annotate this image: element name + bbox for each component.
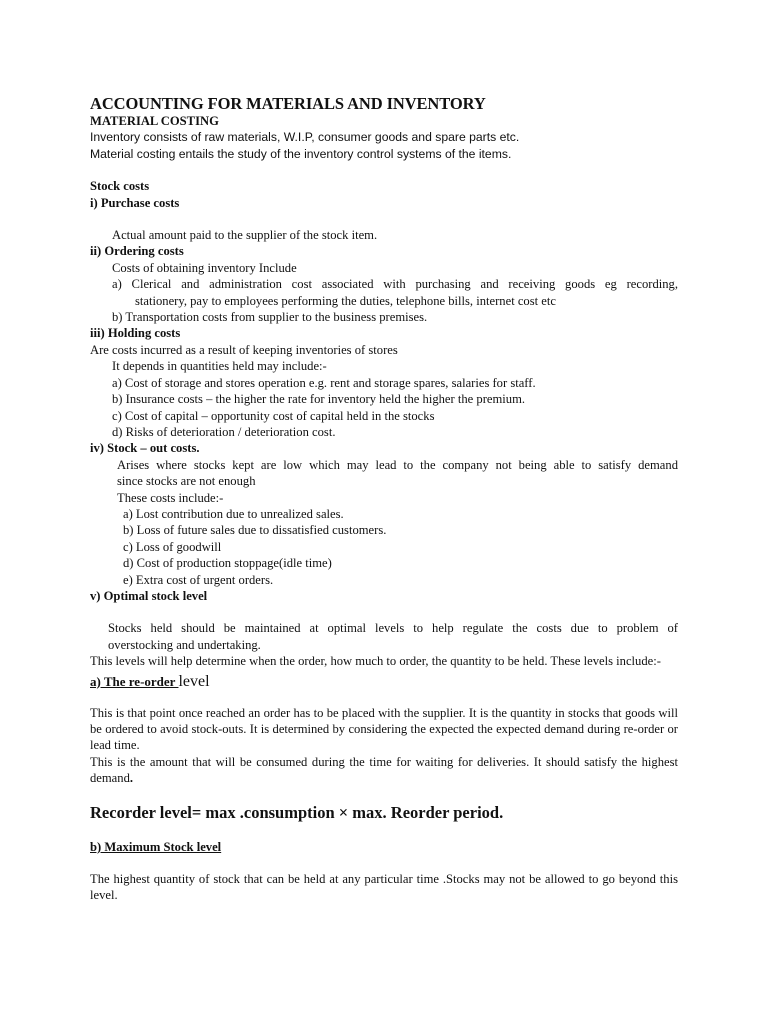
reorder-para2-end: . [129, 771, 134, 786]
stockout-line-1: Arises where stocks kept are low which may lead to the company not being able to satisfy demand [117, 457, 678, 472]
optimal-para2: This levels will help determine when the order, how much to order, the quantity to be held. These levels include:- [90, 654, 661, 669]
document-page [90, 94, 678, 904]
heading-optimal-stock-level: v) Optimal stock level [90, 588, 208, 603]
holding-item: c) Cost of capital – opportunity cost of capital held in the stocks [112, 408, 435, 423]
holding-item: b) Insurance costs – the higher the rate for inventory held the higher the premium. [112, 392, 526, 407]
reorder-heading-level: level [178, 672, 210, 690]
stockout-item: d) Cost of production stoppage(idle time) [123, 556, 332, 571]
stockout-sub: These costs include:- [117, 490, 224, 505]
reorder-formula: Recorder level= max .consumption × max. Reorder period. [90, 802, 504, 822]
heading-ordering-costs: ii) Ordering costs [90, 244, 184, 259]
heading-stockout-costs: iv) Stock – out costs. [90, 441, 200, 456]
heading-purchase-costs: i) Purchase costs [90, 195, 180, 210]
optimal-para1-line1: Stocks held should be maintained at optimal levels to help regulate the costs due to problem of [108, 621, 678, 636]
optimal-para1-line2: overstocking and undertaking. [108, 637, 261, 652]
heading-holding-costs: iii) Holding costs [90, 326, 181, 341]
reorder-para2 [90, 754, 678, 787]
stockout-item: b) Loss of future sales due to dissatisfied customers. [123, 523, 387, 538]
stockout-item: c) Loss of goodwill [123, 539, 222, 554]
ordering-item-b: b) Transportation costs from supplier to the business premises. [112, 310, 428, 325]
purchase-costs-text: Actual amount paid to the supplier of the stock item. [112, 228, 378, 243]
ordering-item-a-line2: stationery, pay to employees performing the duties, telephone bills, internet cost etc [135, 293, 556, 308]
holding-item: d) Risks of deterioration / deterioration cost. [112, 424, 336, 439]
stockout-item: e) Extra cost of urgent orders. [123, 572, 274, 587]
heading-maximum-stock-level: b) Maximum Stock level [90, 839, 222, 854]
reorder-para1: This is that point once reached an order has to be placed with the supplier. It is the quantity in stocks that goods will be ordered to avoid stock-outs. It is determined by considering the expected the expected demand during re-order or lead time. [90, 705, 678, 753]
maximum-para: The highest quantity of stock that can be held at any particular time .Stocks may not be allowed to go beyond this level. [90, 872, 678, 903]
ordering-costs-lead: Costs of obtaining inventory Include [112, 260, 297, 275]
intro-line-2: Material costing entails the study of the inventory control systems of the items. [90, 146, 512, 161]
holding-costs-lead: Are costs incurred as a result of keeping inventories of stores [90, 342, 398, 357]
heading-reorder-level [90, 672, 678, 691]
section-heading-material-costing: MATERIAL COSTING [90, 114, 219, 128]
ordering-item-a-line1: a) Clerical and administration cost associated with purchasing and receiving goods eg recording, [112, 277, 678, 292]
heading-stock-costs: Stock costs [90, 179, 150, 194]
reorder-para2-text: This is the amount that will be consumed during the time for waiting for deliveries. It should satisfy the highest demand [90, 754, 678, 786]
stockout-line-2: since stocks are not enough [117, 474, 256, 489]
document-title: ACCOUNTING FOR MATERIALS AND INVENTORY [90, 94, 486, 113]
holding-costs-sub: It depends in quantities held may include:- [112, 359, 327, 374]
intro-line-1: Inventory consists of raw materials, W.I.P, consumer goods and spare parts etc. [90, 130, 520, 145]
stockout-item: a) Lost contribution due to unrealized sales. [123, 506, 344, 521]
holding-item: a) Cost of storage and stores operation e.g. rent and storage spares, salaries for staff. [112, 375, 536, 390]
reorder-heading-prefix: a) The re-order [90, 673, 179, 689]
